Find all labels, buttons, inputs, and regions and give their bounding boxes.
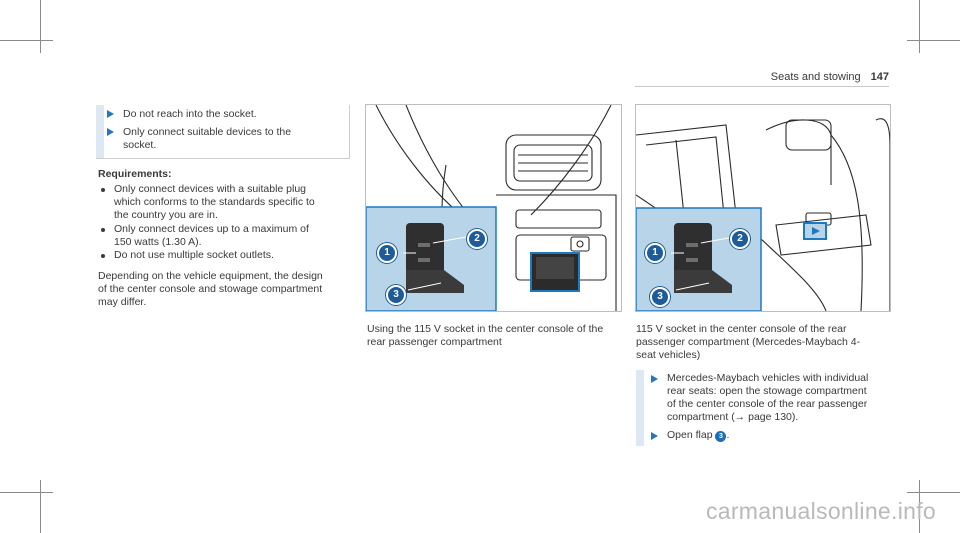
figure-caption: 115 V socket in the center console of the rear bbox=[636, 323, 847, 335]
watermark: carmanualsonline.info bbox=[705, 498, 936, 524]
step-line: rear seats: open the stowage compartment bbox=[667, 385, 867, 397]
crop-mark bbox=[919, 0, 920, 53]
crop-mark bbox=[907, 492, 960, 493]
paragraph-line: may differ. bbox=[98, 296, 147, 308]
figure-center-console-socket bbox=[365, 104, 622, 312]
callout-3: 3 bbox=[650, 287, 670, 307]
running-header bbox=[771, 71, 889, 83]
requirements-heading: Requirements: bbox=[98, 168, 172, 180]
crop-mark bbox=[0, 492, 53, 493]
figure-caption: rear passenger compartment bbox=[367, 336, 502, 348]
callout-2: 2 bbox=[730, 229, 750, 249]
step-text: Open flap bbox=[667, 429, 713, 441]
callout-2: 2 bbox=[467, 229, 487, 249]
requirement-line: Do not use multiple socket outlets. bbox=[114, 249, 274, 261]
figure-caption: Using the 115 V socket in the center console of the bbox=[367, 323, 604, 335]
note-bar bbox=[96, 105, 104, 158]
figure-caption: seat vehicles) bbox=[636, 349, 701, 361]
step-text: . bbox=[726, 429, 730, 441]
requirement-line: 150 watts (1.30 A). bbox=[114, 236, 202, 248]
crop-mark bbox=[40, 480, 41, 533]
step-arrow-icon bbox=[651, 432, 658, 440]
requirement-line: the country you are in. bbox=[114, 209, 218, 221]
note-step: socket. bbox=[123, 139, 157, 151]
crop-mark bbox=[0, 40, 53, 41]
figure-maybach-console-socket bbox=[635, 104, 891, 312]
note-step: Do not reach into the socket. bbox=[123, 108, 257, 120]
paragraph-line: Depending on the vehicle equipment, the design bbox=[98, 270, 323, 282]
crop-mark bbox=[907, 40, 960, 41]
step-bar bbox=[636, 370, 644, 446]
callout-1: 1 bbox=[377, 243, 397, 263]
requirement-line: Only connect devices up to a maximum of bbox=[114, 223, 309, 235]
crop-mark bbox=[40, 0, 41, 53]
bullet bbox=[101, 254, 105, 258]
requirement-line: which conforms to the standards specific to bbox=[114, 196, 315, 208]
callout-3-badge: 3 bbox=[715, 431, 726, 442]
requirement-line: Only connect devices with a suitable plug bbox=[114, 183, 307, 195]
bullet bbox=[101, 228, 105, 232]
paragraph-line: of the center console and stowage compartment bbox=[98, 283, 323, 295]
step-arrow-icon bbox=[107, 128, 114, 136]
bullet bbox=[101, 188, 105, 192]
step-line: compartment (→ page 130). bbox=[667, 411, 799, 423]
step-line: Mercedes-Maybach vehicles with individual bbox=[667, 372, 869, 384]
step-arrow-icon bbox=[651, 375, 658, 383]
maybach-console-illustration bbox=[636, 105, 890, 311]
callout-3: 3 bbox=[386, 285, 406, 305]
header-rule bbox=[635, 86, 889, 87]
figure-caption: passenger compartment (Mercedes-Maybach 4- bbox=[636, 336, 861, 348]
callout-1: 1 bbox=[645, 243, 665, 263]
page-number: 147 bbox=[870, 71, 889, 83]
step-line bbox=[667, 429, 729, 442]
console-illustration bbox=[366, 105, 621, 311]
step-line: of the center console of the rear passenger bbox=[667, 398, 868, 410]
step-arrow-icon bbox=[107, 110, 114, 118]
section-title: Seats and stowing bbox=[770, 71, 861, 83]
note-step: Only connect suitable devices to the bbox=[123, 126, 292, 138]
